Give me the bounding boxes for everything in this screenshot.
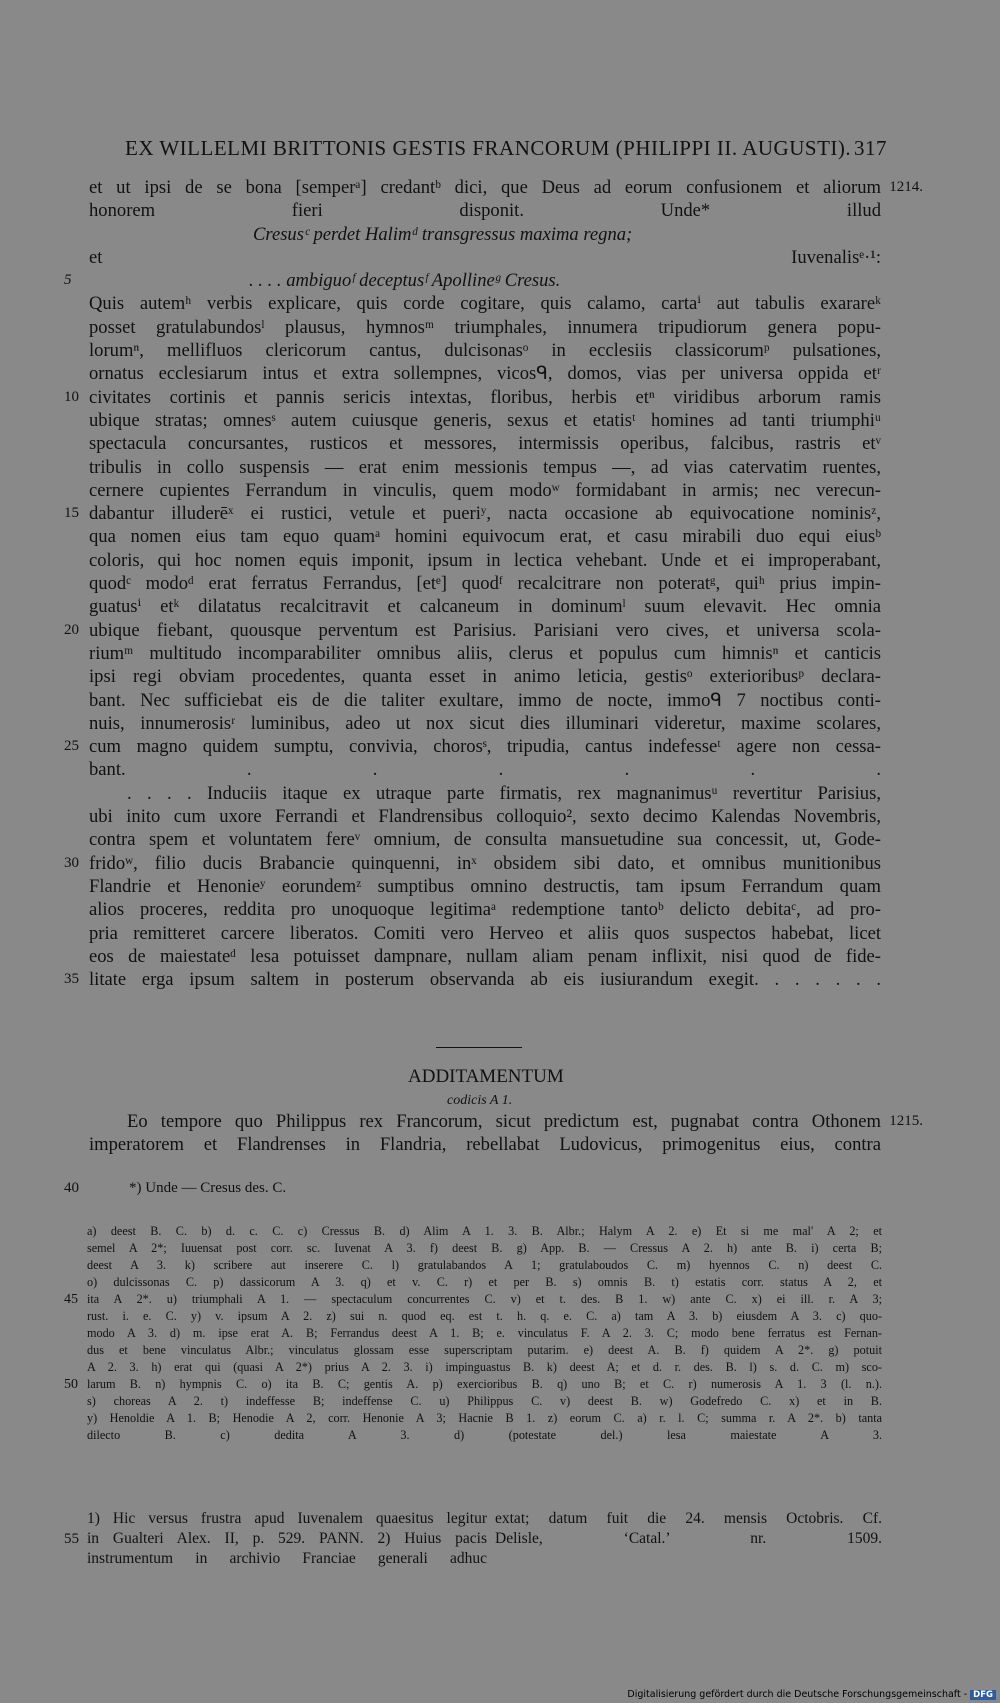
line-number: 20 [64,621,79,638]
line-number: 25 [64,738,79,755]
text-line: modo A 3. d) m. ipse erat A. B; Ferrandus deest A 1. B; e. vinculatus F. A 2. 3. C; modo bene ferratus est Fernan- [87,1326,882,1340]
text-line: A 2. 3. h) erat qui (quasi A 2*) prius A 2. 3. i) impinguastus B. k) deest A; et d. r. des. B. l) s. d. C. m) sco- [87,1360,882,1374]
text-line: fridoʷ, filio ducis Brabancie quinquenni, inˣ obsidem sibi dato, et omnibus munitionibus 30 [64,852,881,874]
line-number: 40 [64,1180,79,1196]
text-line: ubique fiebant, quousque perventum est Parisius. Parisiani vero cives, et universa scola- 20 [64,619,881,641]
text-line: ita A 2*. u) triumphali A 1. — spectaculum concurrentes C. v) et t. des. B 1. w) ante C. x) ei ill. r. A 3; 45 [64,1292,882,1307]
margin-year: 1215. [889,1113,923,1129]
text-line: y) Henoldie A 1. B; Henodie A 2, corr. Henonie A 3; Hacnie B 1. z) eorum C. a) r. l. C; summa r. A 2*. b) tanta [87,1411,882,1425]
line-number: 55 [64,1531,79,1547]
text-line: bant. . . . . . . [89,759,881,781]
running-header [125,136,887,161]
text-line: ubi inito cum uxore Ferrandi et Flandrensibus colloquio², sexto decimo Kalendas Novembris, [89,806,881,828]
text-line: pria remitteret carcere liberatos. Comiti vero Herveo et aliis quos suspectos habebat, licet [89,922,881,944]
star-footnote: 40 *) Unde — Cresus des. C. [64,1180,287,1196]
line-number: 35 [64,971,79,988]
text-line: litate erga ipsum saltem in posterum observanda ab eis iusiurandum exegit. . . . . . . 35 [64,969,881,991]
footer-credit: Digitalisierung gefördert durch die Deutsche Forschungsgemeinschaft - DFG [627,1689,996,1700]
footnotes-left-column [64,1509,487,1569]
text-line: larum B. n) hympnis C. o) ita B. C; gentis A. p) exercioribus B. q) uno B; et C. r) numerosis A 1. 3 (l. n.). 50 [64,1377,882,1392]
text-line: . . . . ambiguoᶠ deceptusᶠ Apollineᵍ Cresus. 5 [64,270,561,292]
additamentum-title: ADDITAMENTUM [408,1066,564,1087]
critical-apparatus [64,1223,882,1444]
text-line: ornatus ecclesiarum intus et extra sollempnes, vicosᑫ, domos, vias per universa oppida etʳ [89,363,881,385]
text-line: tribulis in collo suspensis — erat enim messionis tempus —, ad vias catervatim ruentes, [89,456,881,478]
text-line: deest A 3. k) scribere aut inserere C. l) gratulabandos A 1; gratulaboudos C. m) hyennos C. n) deest C. [87,1258,882,1272]
text-line: guatusⁱ etᵏ dilatatus recalcitravit et calcaneum in dominumˡ suum elevavit. Hec omnia [89,596,881,618]
footnotes-right-column [495,1509,882,1549]
text-line: contra spem et voluntatem fereᵛ omnium, de consulta mansuetudine sua concessit, ut, Gode- [89,829,881,851]
additamentum-text [89,1110,923,1157]
text-line: alios proceres, reddita pro unoquoque legitimaᵃ redemptione tantoᵇ delicto debitaᶜ, ad pro- [89,899,881,921]
text-line: nuis, innumerosisʳ luminibus, adeo ut nox sicut dies illuminari videretur, maxime scolares, [89,712,881,734]
text-line: et Iuvenalisᵉ·¹: [89,246,881,268]
text-line: civitates cortinis et pannis sericis intextas, floribus, herbis etⁿ viridibus arborum ramis 10 [64,386,881,408]
line-number: 10 [64,388,79,405]
text-line: 1) Hic versus frustra apud Iuvenalem quaesitus legitur [87,1510,487,1527]
text-line: riumᵐ multitudo incomparabiliter omnibus aliis, clerus et populus cum himnisⁿ et canticis [89,642,881,664]
line-number: 5 [64,272,72,289]
text-line: ipsi regi obviam procedentes, quanta esset in animo leticia, gestisᵒ exterioribusᵖ declara- [89,666,881,688]
text-line: s) choreas A 2. t) indeffesse B; indeffense C. u) Philippus C. v) deest B. w) Godefredo C. x) et in B. [87,1394,882,1408]
additamentum-subtitle: codicis A 1. [447,1093,513,1108]
line-number: 30 [64,854,79,871]
text-line: extat; datum fuit die 24. mensis Octobris. Cf. [495,1510,882,1527]
text-line: dabantur illuderēˣ ei rustici, vetule et pueriʸ, nacta occasione ab equivocatione nominisᶻ, 15 [64,503,881,525]
line-number: 50 [64,1377,78,1392]
line-number: 15 [64,505,79,522]
text-line: imperatorem et Flandrenses in Flandria, rebellabat Ludovicus, primogenitus eius, contra [89,1134,881,1156]
text-line: Cresusᶜ perdet Halimᵈ transgressus maxima regna; [253,223,633,245]
main-text [64,176,923,991]
text-line: posset gratulabundosˡ plausus, hymnosᵐ triumphales, innumera tripudiorum genera popu- [89,316,881,338]
margin-year: 1214. [889,179,923,195]
line-number: 45 [64,1292,78,1307]
text-line: cum magno quidem sumptu, convivia, chorosˢ, tripudia, cantus indefesseᵗ agere non cessa- 25 [64,736,881,758]
text-line: et ut ipsi de se bona [semperᵃ] credantᵇ dici, que Deus ad eorum confusionem et aliorum 1214. [89,177,923,198]
text-line: a) deest B. C. b) d. c. C. c) Cressus B. d) Alim A 1. 3. B. Albr.; Halym A 2. e) Et si me mal' A 2; et [87,1224,882,1238]
text-line: eos de maiestateᵈ lesa potuisset dampnare, nullam aliam penam inflixit, nisi quod de fide- [89,945,881,967]
text-line: lorumⁿ, mellifluos clericorum cantus, dulcisonasᵒ in ecclesiis classicorumᵖ pulsationes, [89,340,881,362]
text-line: o) dulcissonas C. p) dassicorum A 3. q) et v. C. r) et per B. s) omnis B. t) estatis corr. status A 2, et [87,1275,882,1289]
text-line: quodᶜ modoᵈ erat ferratus Ferrandus, [etᵉ] quodᶠ recalcitrare non poteratᵍ, quiʰ prius impin- [89,573,881,595]
page-number: 317 [854,136,887,160]
section-divider [436,1047,522,1048]
text-line: dilecto B. c) dedita A 3. d) (potestate del.) lesa maiestate A 3. [87,1428,882,1442]
text-line: in Gualteri Alex. II, p. 529. PANN. 2) Huius pacis 55 [64,1530,487,1547]
text-line: semel A 2*; Iuuensat post corr. sc. Iuvenat A 3. f) deest B. g) App. B. — Cressus A 2. h) ante B. i) certa B; [87,1241,882,1255]
text-line: Quis autemʰ verbis explicare, quis corde cogitare, quis calamo, cartaⁱ aut tabulis exarareᵏ [89,293,881,315]
text-line: rust. i. e. C. y) v. ipsum A 2. z) sui n. quod eq. est t. h. q. e. C. a) tam A 3. b) eiusdem A 3. c) quo- [87,1309,882,1323]
text-line: spectacula concursantes, rusticos et messores, intermissis operibus, falcibus, rastris etᵛ [89,433,881,455]
header-title: EX WILLELMI BRITTONIS GESTIS FRANCORUM (PHILIPPI II. AUGUSTI). [125,136,852,160]
text-line: . . . . Induciis itaque ex utraque parte firmatis, rex magnanimusᵘ revertitur Parisius, [127,782,881,804]
dfg-logo: DFG [970,1690,996,1700]
text-line: dus et bene vinculatus Albr.; vinculatus glossam esse superscriptam putarim. e) deest A. B. f) quidem A 2*. g) potuit [87,1343,882,1357]
text-line: bant. Nec sufficiebat eis de die taliter exultare, immo de nocte, immoᑫ 7 noctibus conti- [89,689,881,711]
text-line: Eo tempore quo Philippus rex Francorum, sicut predictum est, pugnabat contra Othonem 1215. [127,1111,923,1132]
text-line: Delisle, ‘Catal.’ nr. 1509. [495,1530,882,1547]
text-line: cernere cupientes Ferrandum in vinculis, quem modoʷ formidabant in armis; nec verecun- [89,479,881,501]
text-line: Flandrie et Henonieʸ eorundemᶻ sumptibus omnino destructis, tam ipsum Ferrandum quam [89,875,881,897]
text-line: ubique stratas; omnesˢ autem cuiusque generis, sexus et etatisᵗ homines ad tanti triumphiᵘ [89,409,881,431]
text-line: instrumentum in archivio Franciae generali adhuc [87,1550,487,1567]
text-line: coloris, qui hoc nomen equis imponit, ipsum in lectica vehebant. Unde et ei improperabant, [89,549,881,571]
text-line: qua nomen eius tam equo quamᵃ homini equivocum erat, et casu mirabili duo equi eiusᵇ [89,526,881,548]
text-line: honorem fieri disponit. Unde* illud [89,200,881,222]
